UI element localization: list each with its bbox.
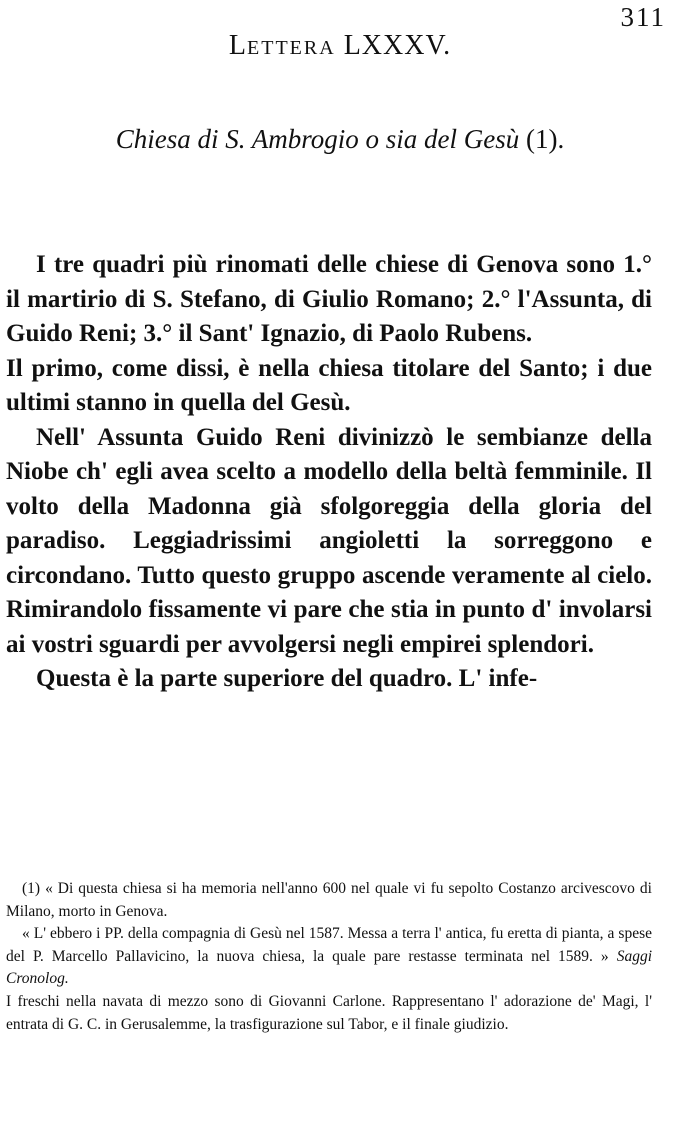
footnote-1: (1) « Di questa chiesa si ha memoria nell'anno 600 nel quale vi fu sepolto Costanzo arcivescovo di Milano, morto in Genova. (6, 880, 652, 920)
heading-numeral: LXXXV. (343, 30, 452, 61)
body-paragraph-1: I tre quadri più rinomati delle chiese di Genova sono 1.° il martirio di S. Stefano, di Giulio Romano; 2.° l'Assunta, di Guido Reni; 3.° il Sant' Ignazio, di Paolo Rubens. (6, 251, 652, 347)
heading-initial: L (228, 30, 248, 61)
body-text (6, 248, 652, 697)
body-paragraph-4: Questa è la parte superiore del quadro. L' infe- (36, 665, 538, 692)
footnotes (6, 878, 652, 1036)
footnote-reference: (1). (526, 124, 565, 154)
footnote-2-source: Saggi Cronolog. (6, 947, 653, 988)
footnote-2-text: « L' ebbero i PP. della compagnia di Gesù nel 1587. Messa a terra l' antica, fu eretta di pianta, a spese del P. Marcello Pallavicino, la nuova chiesa, la quale pare restasse terminata nel 1589. » (6, 925, 652, 965)
heading-small-caps: ETTERA (247, 37, 336, 59)
body-paragraph-2: Il primo, come dissi, è nella chiesa titolare del Santo; i due ultimi stanno in quella del Gesù. (6, 354, 652, 416)
letter-heading (0, 30, 680, 62)
footnote-3: I freschi nella navata di mezzo sono di Giovanni Carlone. Rappresentano l' adorazione de' Magi, l' entrata di G. C. in Gerusalemme, la trasfigurazione sul Tabor, e il finale giudizio. (6, 992, 652, 1033)
page-number: 311 (620, 2, 666, 32)
footnote-2 (6, 923, 652, 991)
body-paragraph-3: Nell' Assunta Guido Reni divinizzò le sembianze della Niobe ch' egli avea scelto a modello della beltà femminile. Il volto della Madonna già sfolgoreggia della gloria del paradiso. Leggiadrissimi angioletti la sorreggono e circondano. Tutto questo gruppo ascende veramente al cielo. Rimirandolo fissamente vi pare che stia in punto d' involarsi ai vostri sguardi per avvolgersi negli empirei splendori. (6, 423, 652, 658)
chapter-subtitle (0, 124, 680, 155)
subtitle-text: Chiesa di S. Ambrogio o sia del Gesù (115, 124, 520, 154)
